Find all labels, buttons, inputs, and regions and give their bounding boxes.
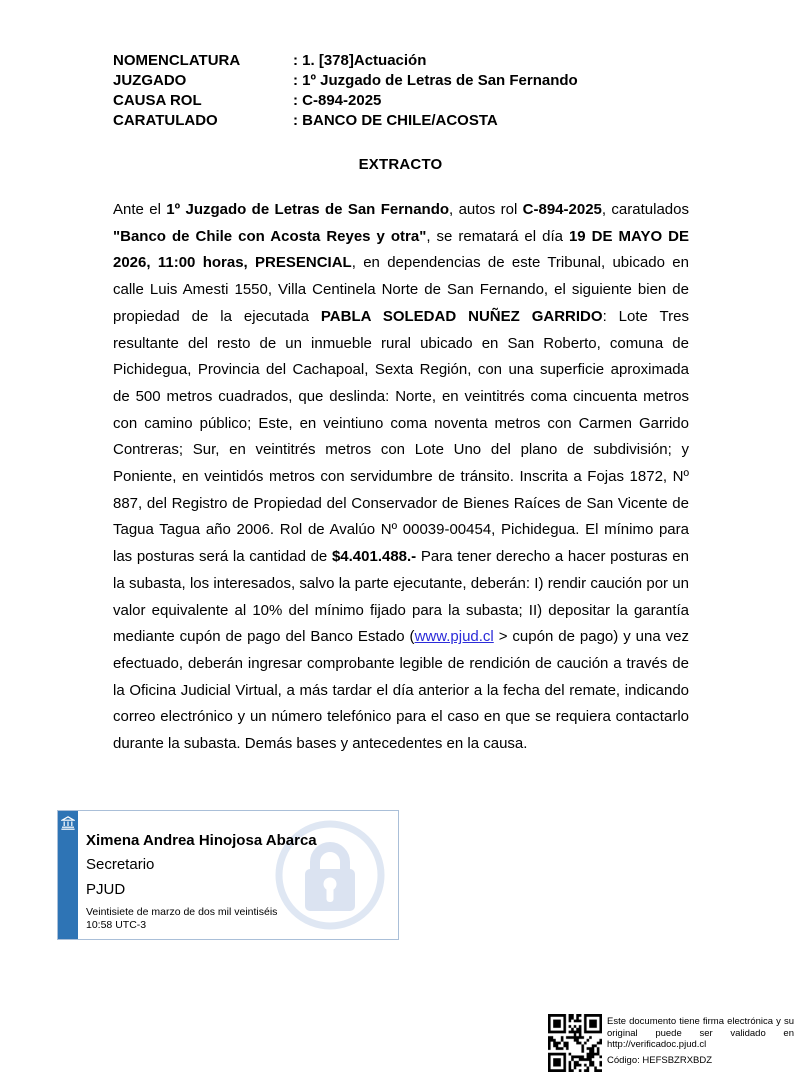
- signature-stamp: [57, 810, 399, 940]
- body-text-segment: , en dependencias de este Tribunal, ubicado en calle Luis Amesti 1550, Villa Centinela Norte de San Fernando, el siguiente bien de propiedad de la ejecutada: [113, 254, 689, 325]
- meta-label: NOMENCLATURA: [113, 52, 241, 69]
- meta-value: : 1. [378]Actuación: [293, 52, 427, 69]
- signer-organization: PJUD: [86, 881, 126, 898]
- meta-row-nomenclatura: [113, 51, 713, 71]
- qr-code: [548, 1014, 602, 1072]
- body-text-segment: , se rematará el día: [426, 227, 569, 245]
- body-text-segment: , caratulados: [601, 201, 689, 218]
- auction-notice-paragraph: [113, 197, 689, 758]
- case-number-bold: C-894-2025: [522, 201, 602, 218]
- meta-value: : 1º Juzgado de Letras de San Fernando: [293, 72, 578, 89]
- meta-row-causa-rol: [113, 91, 713, 111]
- verification-text: Este documento tiene firma electrónica y su original puede ser validado en http://verificadoc.pjud.cl: [607, 1016, 794, 1050]
- body-text-segment: Ante el: [113, 201, 167, 218]
- meta-value: : BANCO DE CHILE/ACOSTA: [293, 112, 498, 129]
- body-text-segment: : Lote Tres resultante del resto de un inmueble rural ubicado en San Roberto, comuna de Pichidegua, Provincia del Cachapoal, Sexta Región, con una superficie aproximada de 500 metros cuadrados, que deslinda: Norte, en veintitrés coma cincuenta metros con camino público; Este, en veintiuno coma noventa metros con Carmen Garrido Contreras; Sur, en veintitrés metros con Lote Uno del plano de subdivisión; y Poniente, en veintidós metros con servidumbre de tránsito. Inscrita a Fojas 1872, Nº 887, del Registro de Propiedad del Conservador de Bienes Raíces de San Vicente de Tagua Tagua año 2006. Rol de Avalúo Nº 00039-00454, Pichidegua. El mínimo para las posturas será la cantidad de: [113, 307, 689, 566]
- meta-label: JUZGADO: [113, 72, 187, 89]
- minimum-bid-bold: $4.401.488.-: [331, 548, 417, 566]
- signature-stamp-content: [78, 811, 398, 939]
- signature-time: 10:58 UTC-3: [86, 918, 147, 931]
- court-name-bold: 1º Juzgado de Letras de San Fernando: [166, 201, 450, 218]
- meta-label: CARATULADO: [113, 112, 218, 129]
- verification-code: Código: HEFSBZRXBDZ: [607, 1055, 713, 1066]
- page-title: EXTRACTO: [358, 156, 443, 173]
- meta-value: : C-894-2025: [293, 92, 382, 109]
- body-text-segment: Para tener derecho a hacer posturas en la subasta, los interesados, salvo la parte ejecutante, deberán: I) rendir caución por un valor equivalente al 10% del mínimo fijado para la subasta; II) depositar la garantía mediante cupón de pago del Banco Estado (: [113, 548, 689, 646]
- signer-role: Secretario: [86, 856, 155, 873]
- meta-label: CAUSA ROL: [113, 92, 202, 109]
- pjud-link[interactable]: www.pjud.cl: [414, 628, 494, 646]
- meta-row-caratulado: [113, 111, 713, 131]
- signature-date: Veintisiete de marzo de dos mil veintiséis: [86, 906, 278, 918]
- auction-date-bold: 19 DE MAYO DE 2026, 11:00 horas, PRESENCIAL: [113, 227, 689, 272]
- signer-name: Ximena Andrea Hinojosa Abarca: [86, 832, 317, 849]
- meta-row-juzgado: [113, 71, 713, 91]
- signature-stamp-bar: [58, 811, 78, 939]
- case-caption-bold: "Banco de Chile con Acosta Reyes y otra": [113, 227, 427, 245]
- bank-icon: [61, 816, 75, 830]
- case-metadata: [113, 51, 713, 131]
- body-text-segment: > cupón de pago) y una vez efectuado, deberán ingresar comprobante legible de rendición de caución a través de la Oficina Judicial Virtual, a más tardar el día anterior a la fecha del remate, indicando correo electrónico y un número telefónico para el caso en que se requiera contactarlo durante la subasta. Demás bases y antecedentes en la causa.: [113, 628, 689, 753]
- body-text-segment: , autos rol: [449, 201, 523, 218]
- debtor-name-bold: PABLA SOLEDAD NUÑEZ GARRIDO: [320, 307, 603, 325]
